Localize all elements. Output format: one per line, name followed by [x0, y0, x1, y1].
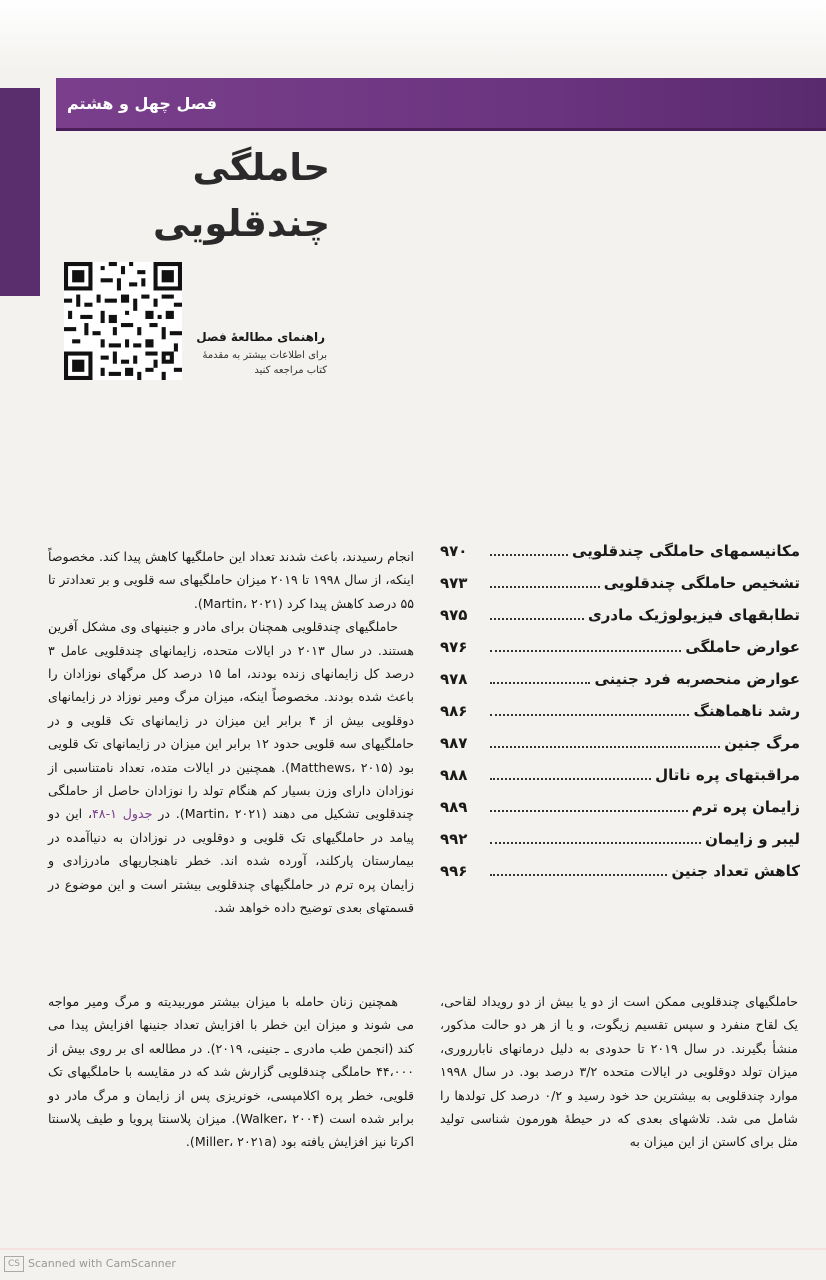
qr-code-icon[interactable] — [64, 262, 182, 380]
toc-item[interactable] — [440, 664, 800, 692]
toc-item-page: ۹۷۰ — [440, 542, 468, 560]
table-reference-link[interactable]: جدول ۱-۴۸ — [92, 806, 153, 822]
toc-leader-dots — [490, 856, 667, 876]
body-paragraph: همچنین زنان حامله با میزان بیشتر موربیدیته و مرگ ومیر مواجه می شوند و میزان این خطر با افزایش تعداد جنینها افزایش پیدا می کند (انجمن طب مادری ـ جنینی، ۲۰۱۹). در مطالعه ای بر روی بیش از ۴۴،۰۰۰ حاملگی چندقلویی گزارش شد که در مقایسه با حاملگیهای تک قلویی، خطر پره اکلامپسی، خونریزی پس از زایمان و مرگ مادر دو برابر شده است (Walker، ۲۰۰۴). میزان پلاسنتا پرویا و طیف پلاسنتا اکرتا نیز افزایش یافته بود (Miller، ۲۰۲۱a). — [48, 994, 415, 1150]
scanner-watermark — [0, 1254, 200, 1274]
toc-leader-dots — [490, 792, 688, 812]
toc-item-label: تطابقهای فیزیولوژیک مادری — [587, 606, 800, 624]
body-paragraph: حاملگیهای چندقلویی ممکن است از دو یا بیش از دو رویداد لقاحی، یک لقاح منفرد و سپس تقسیم زیگوت، و یا از هر دو حالت مذکور، منشأ بگیرند. در سال ۲۰۱۹ تا حدودی به دلیل درمانهای نابارروری، میزان تولد دوقلویی در ایالات متحده ۳/۲ درصد بود. در سال ۱۹۹۸ موارد چندقلویی به بیشترین حد خود رسید و ۰/۲ درصد کل تولدها را شامل می شد. تلاشهای بعدی که در حیطهٔ هورمون شناسی تولید مثل برای کاستن از این میزان به — [440, 994, 799, 1150]
toc-item-page: ۹۷۶ — [440, 638, 468, 656]
toc-leader-dots — [490, 824, 701, 844]
toc-item-page: ۹۷۵ — [440, 606, 468, 624]
toc-item-page: ۹۸۷ — [440, 734, 468, 752]
chapter-title: حاملگی چندقلویی — [153, 146, 330, 245]
toc-item-page: ۹۹۶ — [440, 862, 468, 880]
toc-leader-dots — [490, 632, 681, 652]
toc-item-label: تشخیص حاملگی چندقلویی — [603, 574, 800, 592]
body-text: ، این دو پیامد در حاملگیهای تک قلویی و دوقلویی در نوزادان به دنیاآمده در بیمارستان پارکلند، آورده شده اند. خطر ناهنجاریهای مادرزادی و زایمان پره ترم در حاملگیهای چندقلویی بیشتر است و این موضوع در قسمتهای بعدی توضیح داده خواهد شد. — [48, 806, 414, 916]
toc-leader-dots — [490, 728, 720, 748]
toc-item-page: ۹۷۳ — [440, 574, 468, 592]
toc-item-label: رشد ناهماهنگ — [693, 702, 800, 720]
toc-item-label: کاهش تعداد جنین — [671, 862, 800, 880]
toc-item-label: عوارض حاملگی — [685, 638, 800, 656]
toc-item-label: عوارض منحصربه فرد جنینی — [594, 670, 800, 688]
toc-leader-dots — [490, 568, 600, 588]
toc-item[interactable] — [440, 728, 800, 756]
toc-item[interactable] — [440, 600, 800, 628]
toc-item-page: ۹۸۹ — [440, 798, 468, 816]
body-right-column — [440, 990, 798, 1182]
toc-item-page: ۹۸۶ — [440, 702, 468, 720]
toc-item[interactable] — [440, 632, 800, 660]
table-of-contents — [440, 536, 800, 896]
body-text: حاملگیهای چندقلویی همچنان برای مادر و جنینهای وی مشکل آفرین هستند. در سال ۲۰۱۳ در ایالات متحده، زایمانهای چندقلویی عامل ۳ درصد کل زایمانهای زنده بودند، اما ۱۵ درصد کل مرگهای نوزادان را باعث شده بودند. مخصوصاً اینکه، میزان مرگ ومیر نوزاد در زایمانهای دوقلویی بیش از ۴ برابر این میزان در زایمانهای تک قلویی و در حاملگیهای سه قلویی حدود ۱۲ برابر این میزان در زایمانهای تک قلویی بود (Matthews، ۲۰۱۵). همچنین در ایالات متده، تعداد نامتناسبی از نوزادان دارای وزن بسیار کم هنگام تولد را نوزادان حاصل از حاملگی چندقلویی تشکیل می دهند (Martin، ۲۰۲۱). در — [48, 619, 414, 822]
toc-leader-dots — [490, 664, 590, 684]
toc-leader-dots — [490, 696, 689, 716]
scanner-watermark-text: Scanned with CamScanner — [28, 1257, 176, 1270]
toc-item-page: ۹۸۸ — [440, 766, 468, 784]
toc-item[interactable] — [440, 792, 800, 820]
page-top-shadow — [0, 0, 826, 70]
toc-item[interactable] — [440, 536, 800, 564]
toc-leader-dots — [490, 600, 584, 620]
study-guide-note: برای اطلاعات بیشتر به مقدمهٔ کتاب مراجعه کنید — [202, 350, 327, 376]
toc-leader-dots — [490, 536, 568, 556]
toc-item[interactable] — [440, 760, 800, 788]
footer-divider — [0, 1248, 826, 1250]
toc-item-label: لیبر و زایمان — [705, 830, 800, 848]
toc-item-label: زایمان پره ترم — [691, 798, 800, 816]
toc-item-page: ۹۷۸ — [440, 670, 468, 688]
body-paragraph — [48, 615, 414, 919]
chapter-label: فصل چهل و هشتم — [66, 94, 217, 113]
toc-item[interactable] — [440, 568, 800, 596]
body-paragraph: انجام رسیدند، باعث شدند تعداد این حاملگیها کاهش پیدا کند. مخصوصاً اینکه، از سال ۱۹۹۸ تا ۲۰۱۹ میزان حاملگیهای سه قلویی و بر تعدادتر تا ۵۵ درصد کاهش پیدا کرد (Martin، ۲۰۲۱). — [48, 549, 414, 611]
toc-leader-dots — [490, 760, 651, 780]
chapter-side-tab — [0, 88, 40, 296]
toc-item[interactable] — [440, 696, 800, 724]
toc-item-label: مراقبتهای پره ناتال — [655, 766, 800, 784]
toc-item-page: ۹۹۲ — [440, 830, 468, 848]
toc-item-label: مرگ جنین — [724, 734, 800, 752]
toc-item-label: مکانیسمهای حاملگی چندقلویی — [572, 542, 800, 560]
body-left-column — [48, 545, 414, 1005]
toc-item[interactable] — [440, 824, 800, 852]
study-guide-title: راهنمای مطالعهٔ فصل — [196, 330, 325, 344]
toc-item[interactable] — [440, 856, 800, 884]
camscanner-logo-icon: CS — [4, 1256, 24, 1272]
